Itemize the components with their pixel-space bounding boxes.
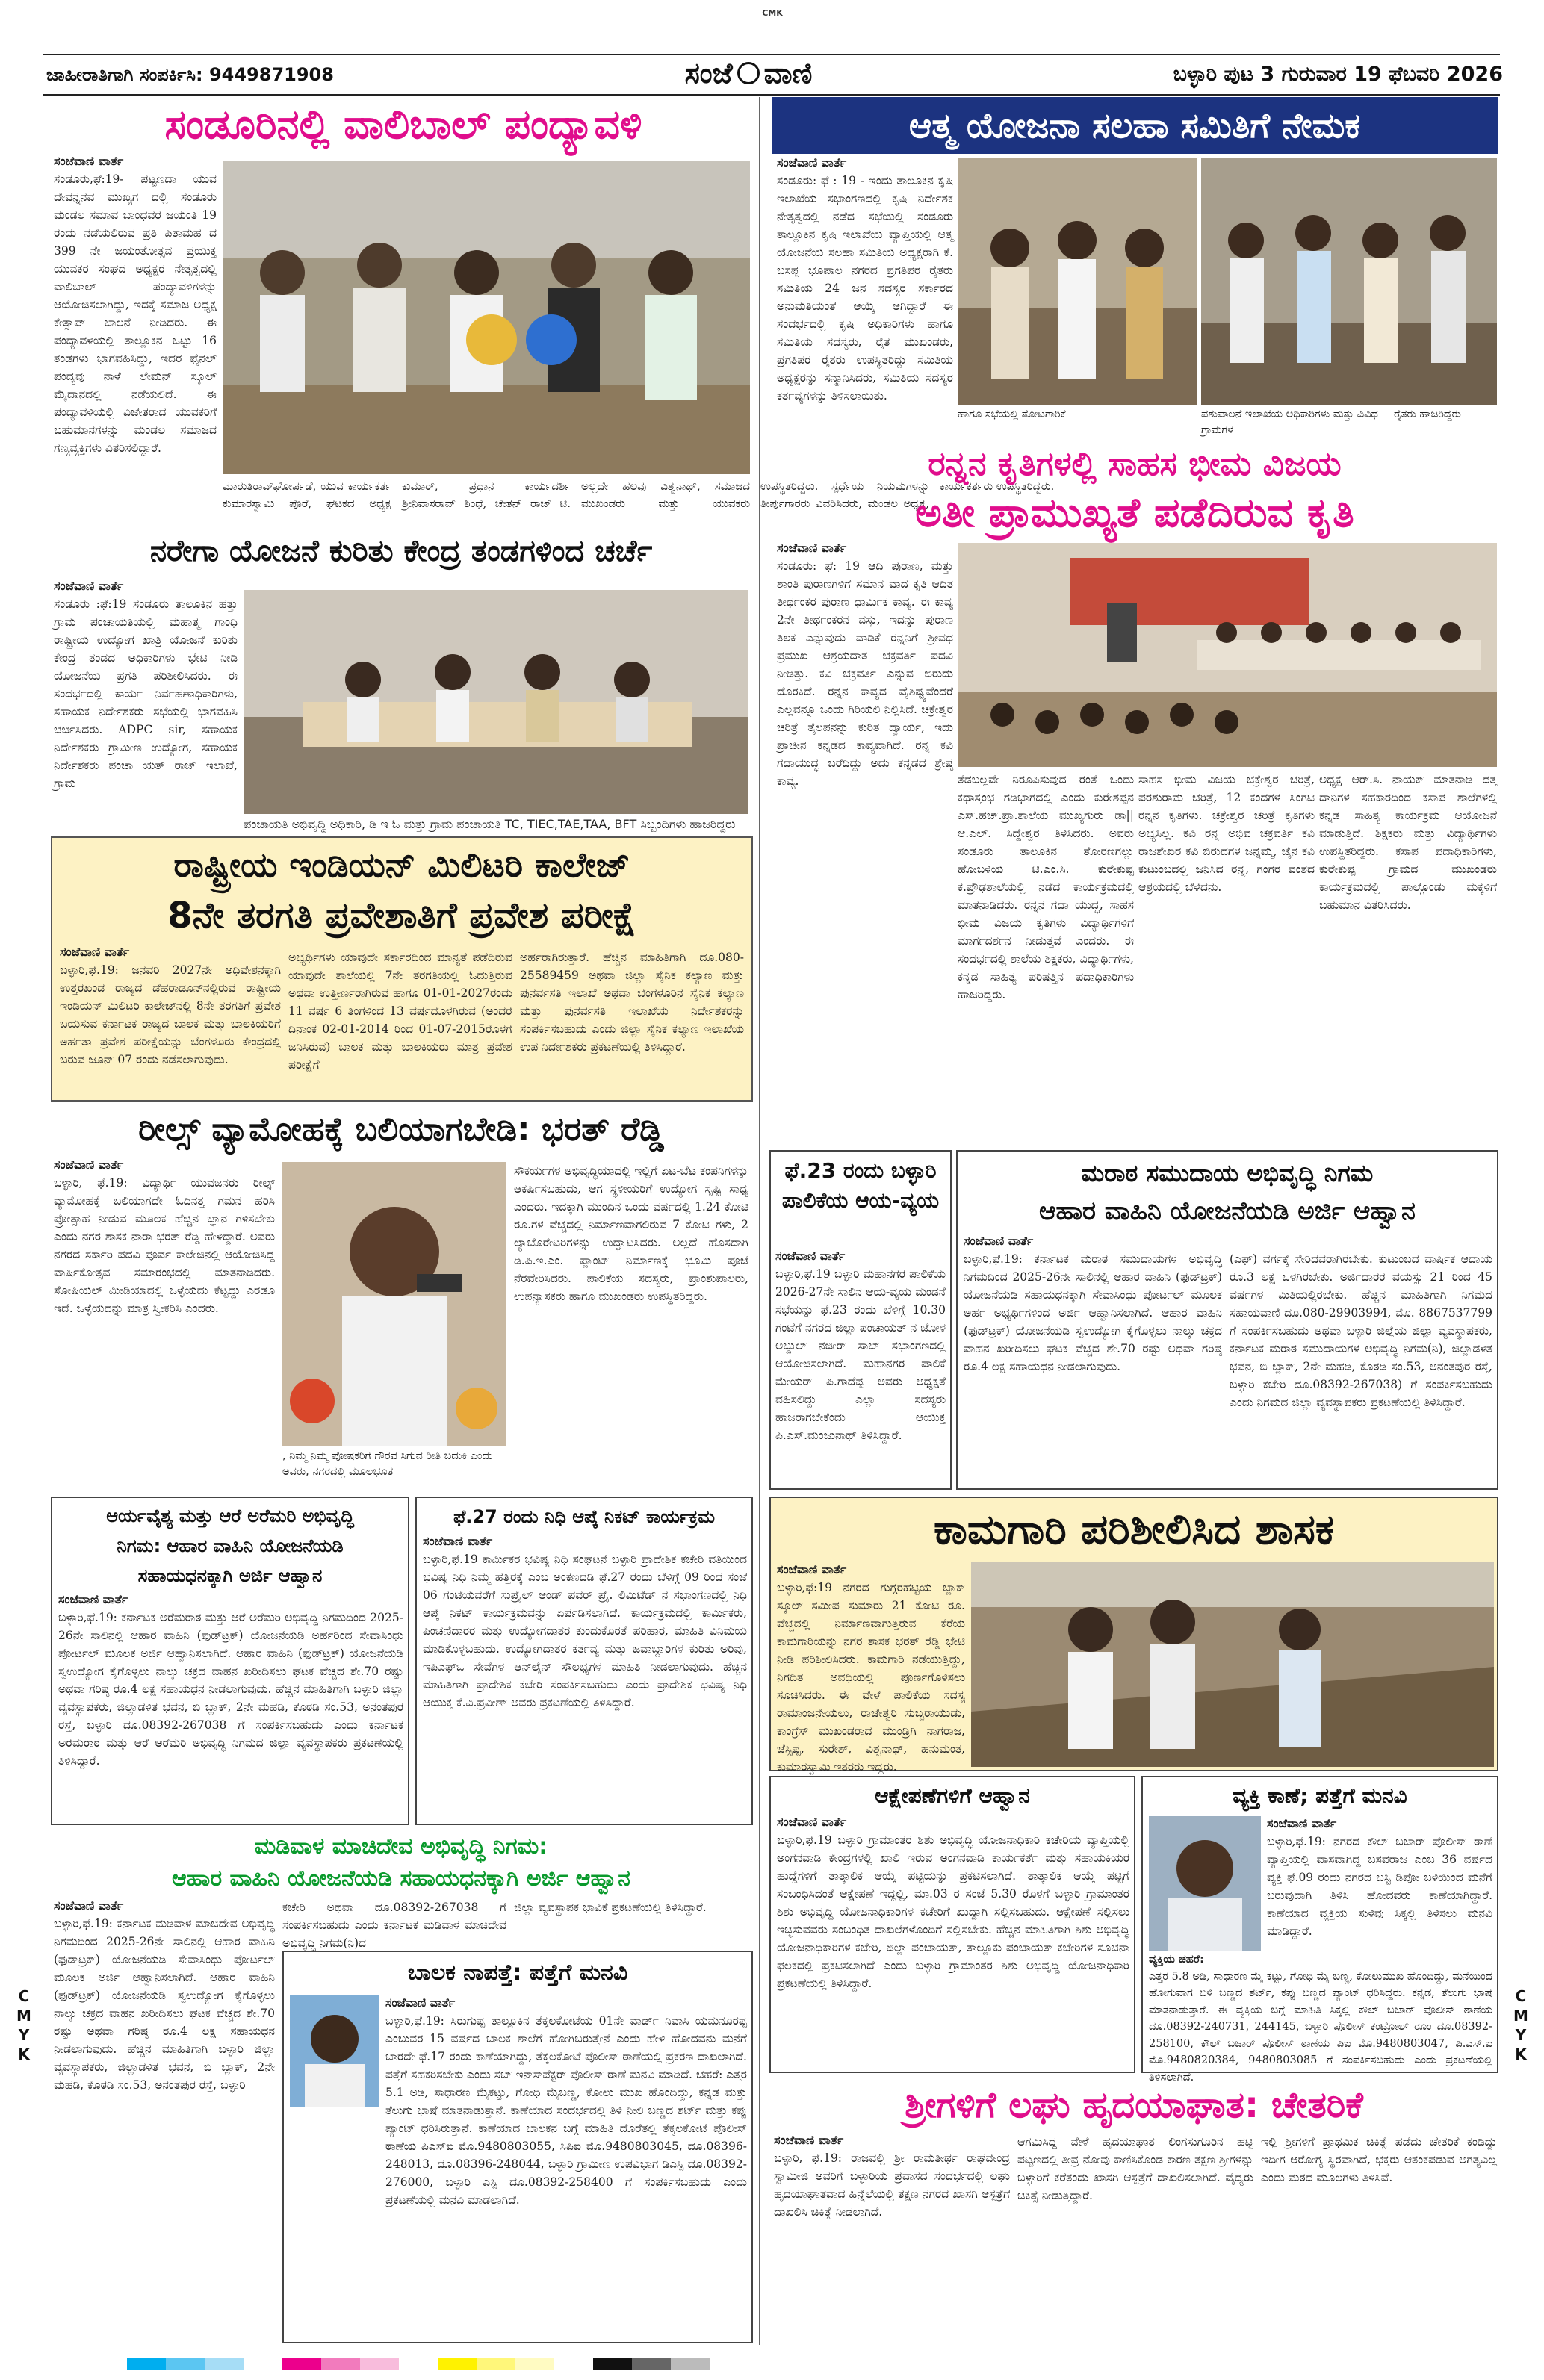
- cmk-marker: CMK: [762, 8, 783, 18]
- a3-photo-image: [958, 543, 1497, 767]
- a2-photo-1: [958, 158, 1197, 405]
- a16-body: ಬಳ್ಳಾರಿ, ಫೆ.19: ರಾಜವಲ್ಲಿ ಶ್ರೀ ರಾಮತೀರ್ಥ ರಾಘವೇಂದ್ರ ಸ್ವಾಮೀಜಿ ಅವರಿಗೆ ಬಳ್ಳಾರಿಯ ಪ್ರವಾಸದ ಸಂದರ್ಭದಲ್ಲಿ ಲಘು ಹೃದಯಾಘಾತವಾದ ಹಿನ್ನೆಲೆಯಲ್ಲಿ ತಕ್ಷಣ ನಗರದ ಖಾಸಗಿ ಆಸ್ಪತ್ರೆಗೆ ದಾಖಲಿಸಿ ಚಿಕಿತ್ಸೆ ನೀಡಲಾಗಿದೆ.: [774, 2151, 1010, 2219]
- a6-photo: [282, 1162, 506, 1446]
- a13-caption: ವ್ಯಕ್ತಿಯ ಚಹರೆ:: [1149, 1954, 1204, 1966]
- a7-byline: ಸಂಜೆವಾಣಿ ವಾರ್ತೆ: [775, 1249, 846, 1263]
- a4-body: ಸಂಡೂರು :ಫೆ:19 ಸಂಡೂರು ತಾಲೂಕಿನ ಹತ್ತು ಗ್ರಾಮ ಪಂಚಾಯತಿಯಲ್ಲಿ ಮಹಾತ್ಮ ಗಾಂಧಿ ರಾಷ್ಟ್ರೀಯ ಉದ್ಯೋಗ ಖಾತ್ರಿ ಯೋಜನೆ ಕುರಿತು ಕೇಂದ್ರ ತಂಡದ ಅಧಿಕಾರಿಗಳು ಭೇಟಿ ನೀಡಿ ಯೋಜನೆಯ ಪ್ರಗತಿ ಪರಿಶೀಲಿಸಿದರು. ಈ ಸಂದರ್ಭದಲ್ಲಿ ಕಾರ್ಯ ನಿರ್ವಹಣಾಧಿಕಾರಿಗಳು, ಸಹಾಯಕ ನಿರ್ದೇಶಕರು ಸಭೆಯಲ್ಲಿ ಭಾಗವಹಿಸಿ ಚರ್ಚಿಸಿದರು. ADPC sir, ಸಹಾಯಕ ನಿರ್ದೇಶಕರು ಗ್ರಾಮೀಣ ಉದ್ಯೋಗ, ಸಹಾಯಕ ನಿರ್ದೇಶಕರು ಪಂಚಾ ಯತ್ ರಾಜ್ ಇಲಾಖೆ, ಗ್ರಾಮ: [54, 597, 238, 791]
- a6-photo-image: [282, 1162, 506, 1446]
- a4-byline: ಸಂಜೆವಾಣಿ ವಾರ್ತೆ: [54, 579, 124, 593]
- a3-col-3: ಸಾಹಸ ಭೀಮ ವಿಜಯ ಚಕ್ರೇಶ್ವರ ಚರಿತ್ರೆ, ಪರಶುರಾಮ ಚರಿತ್ರೆ, 12 ಕಂದಗಳ ಸಿಂಗಟಿ ರನ್ನನ ಕೃತಿಗಳು. ಚಕ್ರೇಶ್ವರ ಚರಿತ್ರೆ ಕೃತಿಗಳು ಅಭ್ಯಸಿಲ್ಲ. ಕವಿ ರನ್ನ ಅಭಿವ ಚಕ್ರವರ್ತಿ ಕವಿ ರಾಜಶೇಖರ ಕವಿ ಬಿರುದಗಳ ಜನ್ನಮ್ಮ, ಜೈನ ಕವಿ ಕುಟುಂಬದಲ್ಲಿ ಜನಿಸಿದ ರನ್ನ, ಗಂಗರ ವಂಶದ ಆಶ್ರಯದಲ್ಲಿ ಬೆಳೆದನು.: [1138, 773, 1315, 895]
- a14-body: ಬಳ್ಳಾರಿ,ಫೆ.19: ಕರ್ನಾಟಕ ಮಡಿವಾಳ ಮಾಚಿದೇವ ಅಭಿವೃದ್ಧಿ ನಿಗಮದಿಂದ 2025-26ನೇ ಸಾಲಿನಲ್ಲಿ ಆಹಾರ ವಾಹಿನಿ (ಫುಡ್‍ಟ್ರಕ್) ಯೋಜನೆಯಡಿ ಸೇವಾಸಿಂಧು ಪೋರ್ಟಲ್ ಮೂಲಕ ಅರ್ಜಿ ಆಹ್ವಾನಿಸಲಾಗಿದೆ. ಆಹಾರ ವಾಹಿನಿ (ಫುಡ್‍ಟ್ರಕ್) ಯೋಜನೆಯಡಿ ಸ್ವಉದ್ಯೋಗ ಕೈಗೊಳ್ಳಲು ನಾಲ್ಕು ಚಕ್ರದ ವಾಹನ ಖರೀದಿಸಲು ಘಟಕ ವೆಚ್ಚದ ಶೇ.70 ರಷ್ಟು ಅಥವಾ ಗರಿಷ್ಠ ರೂ.4 ಲಕ್ಷ ಸಹಾಯಧನ ನೀಡಲಾಗುವುದು. ಹೆಚ್ಚಿನ ಮಾಹಿತಿಗಾಗಿ ಬಳ್ಳಾರಿ ಜಿಲ್ಲಾ ವ್ಯವಸ್ಥಾಪಕರು, ಜಿಲ್ಲಾಡಳಿತ ಭವನ, ಬಿ ಬ್ಲಾಕ್, 2ನೇ ಮಹಡಿ, ಕೊಠಡಿ ಸಂ.53, ಅನಂತಪುರ ರಸ್ತೆ, ಬಳ್ಳಾರಿ: [54, 1917, 275, 2092]
- a5-headline-1: ರಾಷ್ಟ್ರೀಯ ಇಂಡಿಯನ್ ಮಿಲಿಟರಿ ಕಾಲೇಜ್: [173, 845, 630, 885]
- a11-body: ಬಳ್ಳಾರಿ,ಫೆ:19 ನಗರದ ಗುಗ್ಗರಹಟ್ಟಿಯ ಬ್ಲಾಕ್ ಸ್ಕೂಲ್ ಸಮೀಪ ಸುಮಾರು 21 ಕೋಟಿ ರೂ. ವೆಚ್ಚದಲ್ಲಿ ನಿರ್ಮಾಣವಾಗುತ್ತಿರುವ ಕೆರೆಯ ಕಾಮಗಾರಿಯನ್ನು ನಗರ ಶಾಸಕ ಭರತ್ ರೆಡ್ಡಿ ಭೇಟಿ ನೀಡಿ ಪರಿಶೀಲಿಸಿದರು. ಕಾಮಗಾರಿ ನಡೆಯುತ್ತಿದ್ದು, ನಿಗದಿತ ಅವಧಿಯಲ್ಲಿ ಪೂರ್ಣಗೊಳಿಸಲು ಸೂಚಿಸಿದರು. ಈ ವೇಳೆ ಪಾಲಿಕೆಯ ಸದಸ್ಯ ರಾಮಾಂಜನೇಯಲು, ರಾಜೇಶ್ವರಿ ಸುಬ್ಬರಾಯುಡು, ಕಾಂಗ್ರೆಸ್ ಮುಖಂಡರಾದ ಮುಂಡ್ರಿಗಿ ನಾಗರಾಜ, ಜೆಸ್ಸಿಪ್ಪ, ಸುರೇಶ್, ವಿಶ್ವನಾಥ್, ಹನುಮಂತ, ಕುಮಾರಸ್ವಾಮಿ ಇತರರು ಇದ್ದರು.: [777, 1581, 965, 1774]
- a16-headline: ಶ್ರೀಗಳಿಗೆ ಲಘು ಹೃದಯಾಘಾತ: ಚೇತರಿಕೆ: [905, 2084, 1363, 2126]
- a11-headline: ಕಾಮಗಾರಿ ಪರಿಶೀಲಿಸಿದ ಶಾಸಕ: [933, 1506, 1335, 1554]
- logo-right: ವಾಣಿ: [763, 56, 813, 90]
- a10-body: ಬಳ್ಳಾರಿ,ಫೆ.19 ಕಾರ್ಮಿಕರ ಭವಿಷ್ಯ ನಿಧಿ ಸಂಘಟನೆ ಬಳ್ಳಾರಿ ಪ್ರಾದೇಶಿಕ ಕಚೇರಿ ವತಿಯಿಂದ ಭವಿಷ್ಯ ನಿಧಿ ನಿಮ್ಮ ಹತ್ತಿರಕ್ಕೆ ಎಂಬ ಅಂಕಣದಡಿ ಫೆ.27 ರಂದು ಬೆಳಿಗ್ಗೆ 09 ರಿಂದ ಸಂಜೆ 06 ಗಂಟೆಯವರೆಗೆ ಸುಪ್ರೈಲ್ ಆಂಡ್ ಪವರ್ ಪ್ರೈ. ಲಿಮಿಟೆಡ್ ನ ಸಭಾಂಗಣದಲ್ಲಿ ನಿಧಿ ಆಪ್ಕೆ ನಿಕಟ್ ಕಾರ್ಯಕ್ರಮವನ್ನು ಏರ್ಪಡಿಸಲಾಗಿದೆ. ಕಾರ್ಯಕ್ರಮದಲ್ಲಿ ಕಾರ್ಮಿಕರು, ಪಿಂಚಣಿದಾರರ ಮತ್ತು ಉದ್ಯೋಗದಾತರ ಕುಂದುಕೊರತೆ ಪರಿಹಾರ, ಮಾಹಿತಿ ವಿನಿಮಯ ಮಾಡಿಕೊಳ್ಳಬಹುದು. ಉದ್ಯೋಗದಾತರ ಕರ್ತವ್ಯ ಮತ್ತು ಜವಾಬ್ದಾರಿಗಳ ಕುರಿತು ಅರಿವು, ಇಪಿಎಫ್‍ಒ ಸೇವೆಗಳ ಆನ್‍ಲೈನ್ ಸೌಲಭ್ಯಗಳ ಮಾಹಿತಿ ನೀಡಲಾಗುವುದು. ಹೆಚ್ಚಿನ ಮಾಹಿತಿಗಾಗಿ ಪ್ರಾದೇಶಿಕ ಕಚೇರಿ ಸಂಪರ್ಕಿಸಬಹುದು ಎಂದು ಪ್ರಾದೇಶಿಕ ಭವಿಷ್ಯ ನಿಧಿ ಆಯುಕ್ತ ಕೆ.ವಿ.ಪ್ರವೀಣ್ ಅವರು ಪ್ರಕಟಣೆಯಲ್ಲಿ ತಿಳಿಸಿದ್ದಾರೆ.: [423, 1553, 747, 1710]
- a8-headline-1: ಮರಾಠ ಸಮುದಾಯ ಅಭಿವೃದ್ಧಿ ನಿಗಮ: [1081, 1159, 1374, 1187]
- a4-photo: [244, 590, 748, 814]
- a13-photo-image: [1149, 1816, 1261, 1951]
- a1-photo-image: [223, 161, 750, 474]
- a14-headline-1: ಮಡಿವಾಳ ಮಾಚಿದೇವ ಅಭಿವೃದ್ಧಿ ನಿಗಮ:: [254, 1833, 548, 1859]
- masthead-rule: [43, 94, 1500, 96]
- a9-headline-1: ಆರ್ಯವೈಶ್ಯ ಮತ್ತು ಆರೆ ಅರೆಮರಿ ಅಭಿವೃದ್ಧಿ: [106, 1506, 354, 1526]
- a14-byline: ಸಂಜೆವಾಣಿ ವಾರ್ತೆ: [54, 1898, 124, 1913]
- a15-photo-image: [290, 1995, 379, 2107]
- a7-body: ಬಳ್ಳಾರಿ,ಫೆ.19 ಬಳ್ಳಾರಿ ಮಹಾನಗರ ಪಾಲಿಕೆಯ 2026-27ನೇ ಸಾಲಿನ ಆಯ-ವ್ಯಯ ಮಂಡನೆ ಸಭೆಯನ್ನು ಫೆ.23 ರಂದು ಬೆಳಿಗ್ಗೆ 10.30 ಗಂಟೆಗೆ ನಗರದ ಜಿಲ್ಲಾ ಪಂಚಾಯತ್ ನ ಜೋಳ ಅಬ್ದುಲ್ ನಜೀರ್ ಸಾಬ್ ಸಭಾಂಗಣದಲ್ಲಿ ಆಯೋಜಿಸಲಾಗಿದೆ. ಮಹಾನಗರ ಪಾಲಿಕೆ ಮೇಯರ್ ಪಿ.ಗಾದೆಪ್ಪ ಅವರು ಅಧ್ಯಕ್ಷತೆ ವಹಿಸಲಿದ್ದು ಎಲ್ಲಾ ಸದಸ್ಯರು ಹಾಜರಾಗಬೇಕೆಂದು ಆಯುಕ್ತ ಪಿ.ಎಸ್.ಮಂಜುನಾಥ್ ತಿಳಿಸಿದ್ದಾರೆ.: [775, 1267, 946, 1443]
- ad-contact: ಜಾಹೀರಾತಿಗಾಗಿ ಸಂಪರ್ಕಿಸಿ: 9449871908: [46, 64, 334, 85]
- masthead-logo: [636, 52, 861, 94]
- a5-body: ಬಳ್ಳಾರಿ,ಫೆ.19: ಜನವರಿ 2027ನೇ ಅಧಿವೇಶನಕ್ಕಾಗಿ ಉತ್ತರಖಂಡ ರಾಜ್ಯದ ಡೆಹರಾಡೂನ್‍ನಲ್ಲಿರುವ ರಾಷ್ಟ್ರೀಯ ಇಂಡಿಯನ್ ಮಿಲಿಟರಿ ಕಾಲೇಜ್‍ನಲ್ಲಿ 8ನೇ ತರಗತಿಗೆ ಪ್ರವೇಶ ಬಯಸುವ ಕರ್ನಾಟಕ ರಾಜ್ಯದ ಬಾಲಕ ಮತ್ತು ಬಾಲಕಿಯರಿಗೆ ಅರ್ಹತಾ ಪ್ರವೇಶ ಪರೀಕ್ಷೆಯನ್ನು ಬೆಂಗಳೂರು ಕೇಂದ್ರದಲ್ಲಿ ಬರುವ ಜೂನ್ 07 ರಂದು ನಡೆಸಲಾಗುವುದು.: [60, 963, 281, 1067]
- a14-col-2: ಕಚೇರಿ ಅಥವಾ ದೂ.08392-267038 ಗೆ ಸಂಪರ್ಕಿಸಬಹುದು ಎಂದು ಕರ್ನಾಟಕ ಮಡಿವಾಳ ಮಾಚಿದೇವ ಅಭಿವೃದ್ಧಿ ನಿಗಮ(ನಿ)ದ: [282, 1901, 506, 1951]
- a2-photo-2: [1201, 158, 1497, 405]
- a4-photo-image: [244, 590, 748, 814]
- cmyk-left: CMYK: [16, 1987, 31, 2063]
- a9-headline-3: ಸಹಾಯಧನಕ್ಕಾಗಿ ಅರ್ಜಿ ಆಹ್ವಾನ: [137, 1565, 323, 1586]
- a13-body-2: ಎತ್ತರ 5.8 ಅಡಿ, ಸಾಧಾರಣ ಮೈ ಕಟ್ಟು, ಗೋಧಿ ಮೈ ಬಣ್ಣ, ಕೋಲುಮುಖ ಹೊಂದಿದ್ದು, ಮನೆಯಿಂದ ಹೋಗುವಾಗ ಬಿಳಿ ಬಣ್ಣದ ಶರ್ಟ್, ಕಪ್ಪು ಬಣ್ಣದ ಪ್ಯಾಂಟ್ ಧರಿಸಿದ್ದರು. ಕನ್ನಡ, ತೆಲುಗು ಭಾಷೆ ಮಾತನಾಡುತ್ತಾರೆ. ಈ ವ್ಯಕ್ತಿಯ ಬಗ್ಗೆ ಮಾಹಿತಿ ಸಿಕ್ಕಲ್ಲಿ ಕೌಲ್ ಬಜಾರ್ ಪೊಲೀಸ್ ಠಾಣೆಯ ದೂ.08392-240731, 244145, ಬಳ್ಳಾರಿ ಪೊಲೀಸ್ ಕಂಟ್ರೋಲ್ ರೂಂ ದೂ.08392-258100, ಕೌಲ್ ಬಜಾರ್ ಪೊಲೀಸ್ ಠಾಣೆಯ ಪಿಐ ಮೊ.9480803047, ಪಿ.ಎಸ್.ಐ ಮೊ.9480820384, 9480803085 ಗೆ ಸಂಪರ್ಕಿಸಬಹುದು ಎಂದು ಪ್ರಕಟಣೆಯಲ್ಲಿ ತಿಳಿಸಲಾಗಿದೆ.: [1149, 1971, 1492, 2084]
- a3-photo: [958, 543, 1497, 767]
- a8-headline-2: ಆಹಾರ ವಾಹಿನಿ ಯೋಜನೆಯಡಿ ಅರ್ಜಿ ಆಹ್ವಾನ: [1039, 1196, 1416, 1226]
- a1-body: ಸಂಡೂರು,ಫೆ:19- ಪಟ್ಟಣದಾ ಯುವ ದೇವನ್ನನವ ಮುಖ್ಯಗ ದಲ್ಲಿ ಸಂಡೂರು ಮಂಡಲ ಸಮಾವ ಬಾಂಧವರ ಜಯಂತಿ 19 ರಂದು ನಡೆಯಲಿರುವ ಪ್ರತಿ ಪಿತಾಮಹ ದ 399 ನೇ ಜಯಂತೋತ್ಸವ ಪ್ರಯುಕ್ತ ಯುವಕರ ಸಂಘದ ಅಧ್ಯಕ್ಷರ ನೇತೃತ್ವದಲ್ಲಿ ವಾಲಿಬಾಲ್ ಪಂದ್ಯಾವಳಿಗಳನ್ನು ಆಯೋಜಿಸಲಾಗಿದ್ದು, ಇದಕ್ಕೆ ಸಮಾಜ ಅಧ್ಯಕ್ಷ ಕೇತ್ಸಾಪ್ ಚಾಲನೆ ನೀಡಿದರು. ಈ ಪಂದ್ಯಾವಳಿಯಲ್ಲಿ ತಾಲ್ಲೂಕಿನ ಒಟ್ಟು 16 ತಂಡಗಳು ಭಾಗವಹಿಸಿದ್ದು, ಇದರ ಫೈನಲ್ ಪಂದ್ಯವು ನಾಳೆ ಲೇಮನ್ ಸ್ಕೂಲ್ ಮೈದಾನದಲ್ಲಿ ನಡೆಯಲಿದೆ. ಈ ಪಂದ್ಯಾವಳಿಯಲ್ಲಿ ವಿಜೇತರಾದ ಯುವಕರಿಗೆ ಬಹುಮಾನಗಳನ್ನು ಮಂಡಲ ಸಮಾಜದ ಗಣ್ಯವ್ಯಕ್ತಿಗಳು ವಿತರಿಸಲಿದ್ದಾರೆ.: [54, 173, 217, 456]
- color-bars: [127, 2358, 710, 2370]
- a12-headline: ಆಕ್ಷೇಪಣೆಗಳಿಗೆ ಆಹ್ವಾನ: [875, 1783, 1030, 1808]
- a8-col-2: (ಎಫ್) ವರ್ಗಕ್ಕೆ ಸೇರಿದವರಾಗಿರಬೇಕು. ಕುಟುಂಬದ ವಾರ್ಷಿಕ ಆದಾಯ ರೂ.3 ಲಕ್ಷ ಒಳಗಿರಬೇಕು. ಅರ್ಜಿದಾರರ ವಯಸ್ಸು 21 ರಿಂದ 45 ವರ್ಷಗಳ ಮಿತಿಯಲ್ಲಿರಬೇಕು. ಹೆಚ್ಚಿನ ಮಾಹಿತಿಗಾಗಿ ನಿಗಮದ ಸಹಾಯವಾಣಿ ದೂ.080-29903994, ಮೊ. 8867537799 ಗೆ ಸಂಪರ್ಕಿಸಬಹುದು ಅಥವಾ ಬಳ್ಳಾರಿ ಜಿಲ್ಲೆಯ ಜಿಲ್ಲಾ ವ್ಯವಸ್ಥಾಪಕರು, ಕರ್ನಾಟಕ ಮರಾಠ ಸಮುದಾಯಗಳ ಅಭಿವೃದ್ಧಿ ನಿಗಮ(ನಿ), ಜಿಲ್ಲಾಡಳಿತ ಭವನ, ಬಿ ಬ್ಲಾಕ್, 2ನೇ ಮಹಡಿ, ಕೊಠಡಿ ಸಂ.53, ಅನಂತಪುರ ರಸ್ತೆ, ಬಳ್ಳಾರಿ ಕಚೇರಿ ದೂ.08392-267038) ಗೆ ಸಂಪರ್ಕಿಸಬಹುದು ಎಂದು ನಿಗಮದ ಜಿಲ್ಲಾ ವ್ಯವಸ್ಥಾಪಕರು ಪ್ರಕಟಣೆಯಲ್ಲಿ ತಿಳಿಸಿದ್ದಾರೆ.: [1230, 1252, 1492, 1410]
- column-divider: [759, 97, 760, 2345]
- a2-body: ಸಂಡೂರು: ಫೆ : 19 - ಇಂದು ತಾಲೂಕಿನ ಕೃಷಿ ಇಲಾಖೆಯ ಸಭಾಂಗಣದಲ್ಲಿ ಕೃಷಿ ನಿರ್ದೇಶಕ ನೇತೃತ್ವದಲ್ಲಿ ನಡೆದ ಸಭೆಯಲ್ಲಿ ಸಂಡೂರು ತಾಲ್ಲೂಕಿನ ಕೃಷಿ ಇಲಾಖೆಯ ವ್ಯಾಪ್ತಿಯಲ್ಲಿ ಆತ್ಮ ಯೋಜನೆಯ ಸಲಹಾ ಸಮಿತಿಯ ಅಧ್ಯಕ್ಷರಾಗಿ ಕೆ. ಬಸಪ್ಪ ಭೂಪಾಲ ನಗರದ ಪ್ರಗತಿಪರ ರೈತರು ಸಮಿತಿಯ 24 ಜನ ಸದಸ್ಯರ ಸರ್ಕಾರದ ಅನುಮತಿಯಂತೆ ಆಯ್ಕೆ ಆಗಿದ್ದಾರೆ ಈ ಸಂದರ್ಭದಲ್ಲಿ ಕೃಷಿ ಅಧಿಕಾರಿಗಳು ಹಾಗೂ ಸಮಿತಿಯ ಸದಸ್ಯರು, ರೈತ ಮುಖಂಡರು, ಪ್ರಗತಿಪರ ರೈತರು ಉಪಸ್ಥಿತರಿದ್ದು ಸಮಿತಿಯ ಅಧ್ಯಕ್ಷರನ್ನು ಸನ್ಮಾನಿಸಿದರು, ಸಮಿತಿಯ ಸದಸ್ಯರ ಕರ್ತವ್ಯಗಳನ್ನು ತಿಳಿಸಲಾಯಿತು.: [777, 174, 953, 403]
- a1-body-2: ಮಾರುತಿರಾವ್‍ಘೋರ್ಪಡೆ, ಯುವ ಕಾರ್ಯಕರ್ತ ಕುಮಾರಸ್ವಾಮಿ ಪೊರೆ, ಘಟಕದ ಅಧ್ಯಕ್ಷ ಕುಮಾರ್, ಪ್ರಧಾನ ಕಾರ್ಯದರ್ಶಿ ಶ್ರೀನಿವಾಸರಾವ್ ಶಿಂಧೆ, ಚೇತನ್ ರಾಜ್ ಟಿ. ಅಲ್ಲದೇ ಹಲವು ವಿಶ್ವನಾಥ್, ಸಮಾಜದ ಮುಖಂಡರು ಮತ್ತು ಯುವಕರು ಉಪಸ್ಥಿತರಿದ್ದರು. ಸ್ಪರ್ಧೆಯ ನಿಯಮಗಳನ್ನು ತೀರ್ಪುಗಾರರು ವಿವರಿಸಿದರು, ಮಂಡಲ ಅಧ್ಯಕ್ಷ, ಕಾರ್ಯಕರ್ತರು ಉಪಸ್ಥಿತರಿದ್ದರು.: [223, 479, 1055, 511]
- a2-caption-2: ಪಶುಪಾಲನೆ ಇಲಾಖೆಯ ಅಧಿಕಾರಿಗಳು ಮತ್ತು ವಿವಿಧ ಗ್ರಾಮಗಳ: [1201, 408, 1378, 437]
- a16-col-2: ಆಗಮಿಸಿದ್ದ ವೇಳೆ ಹೃದಯಾಘಾತ ಲಿಂಗಸುಗೂರಿನ ಹಟ್ಟಿ ಪಟ್ಟಣದಲ್ಲಿ ತೀವ್ರ ನೋವು ಕಾಣಿಸಿಕೊಂಡ ಕಾರಣ ತಕ್ಷಣ ಶ್ರೀಗಳನ್ನು ಬಳ್ಳಾರಿಗೆ ಕರೆತಂದು ಖಾಸಗಿ ಆಸ್ಪತ್ರೆಗೆ ದಾಖಲಿಸಲಾಗಿದೆ. ವೈದ್ಯರು ಚಿಕಿತ್ಸೆ ನೀಡುತ್ತಿದ್ದಾರೆ.: [1017, 2135, 1253, 2203]
- a3-byline: ಸಂಜೆವಾಣಿ ವಾರ್ತೆ: [777, 541, 847, 555]
- a3-headline-2: ಅತೀ ಪ್ರಾಮುಖ್ಯತೆ ಪಡೆದಿರುವ ಕೃತಿ: [915, 489, 1354, 536]
- dateline: ಬಳ್ಳಾರಿ ಪುಟ 3 ಗುರುವಾರ 19 ಫೆಬವರಿ 2026: [1173, 63, 1503, 86]
- a4-headline: ನರೇಗಾ ಯೋಜನೆ ಕುರಿತು ಕೇಂದ್ರ ತಂಡಗಳಿಂದ ಚರ್ಚೆ: [149, 534, 653, 568]
- a8-byline: ಸಂಜೆವಾಣಿ ವಾರ್ತೆ: [964, 1234, 1034, 1248]
- a5-byline: ಸಂಜೆವಾಣಿ ವಾರ್ತೆ: [60, 945, 130, 959]
- a9-byline: ಸಂಜೆವಾಣಿ ವಾರ್ತೆ: [58, 1592, 128, 1606]
- a2-byline: ಸಂಜೆವಾಣಿ ವಾರ್ತೆ: [777, 155, 847, 170]
- a15-photo: [290, 1995, 379, 2107]
- a3-col-2: ತೆಡಬಲ್ಲವೇ ನಿರೂಪಿಸುವುದ ರಂತೆ ಒಂದು ಕಥಾಸ್ತಂಭ ಗಡಿಭಾಗದಲ್ಲಿ ಎಂದು ಕುರೇಶಪ್ಪನ ಎಸ್.ಹಚ್.ಪ್ರಾ.ಶಾಲೆಯ ಮುಖ್ಯಗುರು ಡಾ|| ಆ.ಎಲ್. ಸಿದ್ದೇಶ್ವರ ತಿಳಿಸಿದರು. ಅವರು ಸಂಡೂರು ತಾಲೂಕಿನ ತೋರಣಗಲ್ಲು ಹೋಬಳಿಯ ಟಿ.ಎಂ.ಸಿ. ಕುರೇಕುಪ್ಪ ಕ.ಪ್ರೌಢಶಾಲೆಯಲ್ಲಿ ನಡೆದ ಕಾರ್ಯಕ್ರಮದಲ್ಲಿ ಮಾತನಾಡಿದರು. ರನ್ನನ ಗದಾ ಯುದ್ಧ, ಸಾಹಸ ಭೀಮ ವಿಜಯ ಕೃತಿಗಳು ವಿದ್ಯಾರ್ಥಿಗಳಿಗೆ ಮಾರ್ಗದರ್ಶನ ನೀಡುತ್ತವೆ ಎಂದರು. ಈ ಸಂದರ್ಭದಲ್ಲಿ ಶಾಲೆಯ ಶಿಕ್ಷಕರು, ವಿದ್ಯಾರ್ಥಿಗಳು, ಕನ್ನಡ ಸಾಹಿತ್ಯ ಪರಿಷತ್ತಿನ ಪದಾಧಿಕಾರಿಗಳು ಹಾಜರಿದ್ದರು.: [958, 773, 1134, 1002]
- a7-headline: ಫೆ.23 ರಂದು ಬಳ್ಳಾರಿ ಪಾಲಿಕೆಯ ಆಯ-ವ್ಯಯ: [781, 1158, 940, 1213]
- a14-col-3: ಜಿಲ್ಲಾ ವ್ಯವಸ್ಥಾಪಕ ಭಾವಿಕೆ ಪ್ರಕಟಣೆಯಲ್ಲಿ ತಿಳಿಸಿದ್ದಾರೆ.: [514, 1901, 707, 1914]
- a10-byline: ಸಂಜೆವಾಣಿ ವಾರ್ತೆ: [423, 1534, 493, 1548]
- a11-photo-image: [971, 1562, 1494, 1767]
- a16-col-3: ಇಲ್ಲಿ ಶ್ರೀಗಳಿಗೆ ಪ್ರಾಥಮಿಕ ಚಿಕಿತ್ಸೆ ಪಡೆದು ಚೇತರಿಕೆ ಕಂಡಿದ್ದು ಇದೀಗ ಆರೋಗ್ಯ ಸ್ಥಿರವಾಗಿದೆ, ಭಕ್ತರು ಆತಂಕಪಡುವ ಅಗತ್ಯವಿಲ್ಲ ಎಂದು ಮಠದ ಮೂಲಗಳು ತಿಳಿಸಿವೆ.: [1261, 2135, 1497, 2185]
- a3-body: ಸಂಡೂರು: ಫೆ: 19 ಆದಿ ಪುರಾಣ, ಮತ್ತು ಶಾಂತಿ ಪುರಾಣಗಳಿಗೆ ಸಮಾನ ವಾದ ಕೃತಿ ಆದಿತ ತೀರ್ಥಂಕರ ಪುರಾಣ ಧಾರ್ಮಿಕ ಕಾವ್ಯ. ಈ ಕಾವ್ಯ 2ನೇ ತೀರ್ಥಂಕರನ ವಸ್ತು, ಇದನ್ನು ಪುರಾಣ ತಿಲಕ ಎನ್ನುವುದು ವಾಡಿಕೆ ರನ್ನನಿಗೆ ಶ್ರೀವಧ ಪ್ರಮುಖ ಆಶ್ರಯದಾತ ಚಕ್ರವರ್ತಿ ಪದವಿ ನೀಡಿತ್ತು. ಕವಿ ಚಕ್ರವರ್ತಿ ಎನ್ನುವ ಬಿರುದು ದೊರಕಿದೆ. ರನ್ನನ ಕಾವ್ಯದ ವೈಶಿಷ್ಟ್ಯವೆಂದರೆ ಎಲ್ಲವನ್ನೂ ಒಂದು ಗಿರಿಯಲಿ ನಿಲ್ಲಿಸಿದೆ. ಚಕ್ರೇಶ್ವರ ಚರಿತ್ರೆ ತೈಲಪನನ್ನು ಕುರಿತ ದ್ವಾರ್ಯ, ಇದು ಪ್ರಾಚೀನ ಕನ್ನಡದ ಕಾವ್ಯವಾಗಿದೆ. ರನ್ನ ಕವಿ ಗದಾಯುದ್ಧ ಬರೆದಿದ್ದು ಅದು ಕನ್ನಡದ ಶ್ರೇಷ್ಠ ಕಾವ್ಯ.: [777, 559, 953, 789]
- logo-sun-icon: [737, 62, 760, 84]
- cmyk-right: CMYK: [1513, 1987, 1528, 2063]
- a13-byline: ಸಂಜೆವಾಣಿ ವಾರ್ತೆ: [1267, 1816, 1337, 1830]
- a2-photo-2-image: [1201, 158, 1497, 405]
- a5-headline-2: 8ನೇ ತರಗತಿ ಪ್ರವೇಶಾತಿಗೆ ಪ್ರವೇಶ ಪರೀಕ್ಷೆ: [167, 895, 636, 936]
- a5-col-2: ಅಭ್ಯರ್ಥಿಗಳು ಯಾವುದೇ ಸರ್ಕಾರದಿಂದ ಮಾನ್ಯತೆ ಪಡೆದಿರುವ ಯಾವುದೇ ಶಾಲೆಯಲ್ಲಿ 7ನೇ ತರಗತಿಯಲ್ಲಿ ಓದುತ್ತಿರುವ ಅಥವಾ ಉತ್ತೀರ್ಣರಾಗಿರುವ ಹಾಗೂ 01-01-2027ರಂದು 11 ವರ್ಷ 6 ತಿಂಗಳಿಂದ 13 ವರ್ಷದೊಳಗಿರುವ (ಅಂದರೆ ದಿನಾಂಕ 02-01-2014 ರಿಂದ 01-07-2015ರೊಳಗೆ ಜನಿಸಿರುವ) ಬಾಲಕ ಮತ್ತು ಬಾಲಕಿಯರು ಮಾತ್ರ ಪ್ರವೇಶ ಪರೀಕ್ಷೆಗೆ: [288, 951, 512, 1072]
- a12-byline: ಸಂಜೆವಾಣಿ ವಾರ್ತೆ: [777, 1815, 847, 1829]
- a6-caption: , ನಿಮ್ಮ ನಿಮ್ಮ ಪೋಷಕರಿಗೆ ಗೌರವ ಸಿಗುವ ರೀತಿ ಬದುಕಿ ಎಂದು ಅವರು, ನಗರದಲ್ಲಿ ಮೂಲಭೂತ: [282, 1450, 493, 1479]
- a6-body: ಬಳ್ಳಾರಿ, ಫೆ.19: ವಿದ್ಯಾರ್ಥಿ ಯುವಜನರು ರೀಲ್ಸ್ ವ್ಯಾಮೋಹಕ್ಕೆ ಬಲಿಯಾಗದೇ ಓದಿನತ್ತ ಗಮನ ಹರಿಸಿ ಪ್ರೋತ್ಸಾಹ ನೀಡುವ ಮೂಲಕ ಹೆಚ್ಚಿನ ಜ್ಞಾನ ಗಳಿಸಬೇಕು ಎಂದು ನಗರ ಶಾಸಕ ನಾರಾ ಭರತ್ ರೆಡ್ಡಿ ಹೇಳಿದ್ದಾರೆ. ಅವರು ನಗರದ ಸರ್ಕಾರಿ ಪದವಿ ಪೂರ್ವ ಕಾಲೇಜಿನಲ್ಲಿ ಆಯೋಜಿಸಿದ್ದ ವಾರ್ಷಿಕೋತ್ಸವ ಸಮಾರಂಭದಲ್ಲಿ ಮಾತನಾಡಿದರು. ಸೋಷಿಯಲ್ ಮೀಡಿಯಾದಲ್ಲಿ ಒಳ್ಳೆಯದು ಕೆಟ್ಟದ್ದು ಎರಡೂ ಇದೆ. ಒಳ್ಳೆಯದನ್ನು ಮಾತ್ರ ಸ್ವೀಕರಿಸಿ ಎಂದರು.: [54, 1176, 275, 1316]
- a15-body: ಬಳ್ಳಾರಿ,ಫೆ.19: ಸಿರುಗುಪ್ಪ ತಾಲ್ಲೂಕಿನ ತೆಕ್ಕಲಕೋಟೆಯ 01ನೇ ವಾರ್ಡ್ ನಿವಾಸಿ ಯಮನೂರಪ್ಪ ಎಂಬುವರ 15 ವರ್ಷದ ಬಾಲಕ ಶಾಲೆಗೆ ಹೋಗಿಬರುತ್ತೇನೆ ಎಂದು ಹೇಳಿ ಹೋದವನು ಮನೆಗೆ ಬಾರದೇ ಫೆ.17 ರಂದು ಕಾಣೆಯಾಗಿದ್ದು, ತೆಕ್ಕಲಕೋಟೆ ಪೊಲೀಸ್ ಠಾಣೆಯಲ್ಲಿ ಪ್ರಕರಣ ದಾಖಲಾಗಿದೆ. ಪತ್ತೆಗೆ ಸಹಕರಿಸಬೇಕು ಎಂದು ಸಬ್ ಇನ್ಸ್‍ಪೆಕ್ಟರ್ ಪೊಲೀಸ್ ಠಾಣೆ ಮನವಿ ಮಾಡಿದೆ. ಚಹರೆ: ಎತ್ತರ 5.1 ಅಡಿ, ಸಾಧಾರಣ ಮೈಕಟ್ಟು, ಗೋಧಿ ಮೈಬಣ್ಣ, ಕೋಲು ಮುಖ ಹೊಂದಿದ್ದು, ಕನ್ನಡ ಮತ್ತು ತೆಲುಗು ಭಾಷೆ ಮಾತನಾಡುತ್ತಾನೆ. ಕಾಣೆಯಾದ ಸಂದರ್ಭದಲ್ಲಿ ತಿಳಿ ನೀಲಿ ಬಣ್ಣದ ಶರ್ಟ್ ಮತ್ತು ಕಪ್ಪು ಪ್ಯಾಂಟ್ ಧರಿಸಿರುತ್ತಾನೆ. ಕಾಣೆಯಾದ ಬಾಲಕನ ಬಗ್ಗೆ ಮಾಹಿತಿ ದೊರೆತಲ್ಲಿ ತೆಕ್ಕಲಕೋಟೆ ಪೊಲೀಸ್ ಠಾಣೆಯ ಪಿಎಸ್‍ಐ ಮೊ.9480803055, ಸಿಪಿಐ ಮೊ.9480803045, ದೂ.08396-248013, ದೂ.08396-248044, ಬಳ್ಳಾರಿ ಗ್ರಾಮೀಣ ಉಪವಿಭಾಗ ಡಿಎಸ್ಪಿ ದೂ.08392-276000, ಬಳ್ಳಾರಿ ಎಸ್ಪಿ ದೂ.08392-258400 ಗೆ ಸಂಪರ್ಕಿಸಬಹುದು ಎಂದು ಪ್ರಕಟಣೆಯಲ್ಲಿ ಮನವಿ ಮಾಡಲಾಗಿದೆ.: [385, 2014, 747, 2207]
- a8-body: ಬಳ್ಳಾರಿ,ಫೆ.19: ಕರ್ನಾಟಕ ಮರಾಠ ಸಮುದಾಯಗಳ ಅಭಿವೃದ್ಧಿ ನಿಗಮದಿಂದ 2025-26ನೇ ಸಾಲಿನಲ್ಲಿ ಆಹಾರ ವಾಹಿನಿ (ಫುಡ್‍ಟ್ರಕ್) ಯೋಜನೆಯಡಿ ಸಹಾಯಧನಕ್ಕಾಗಿ ಸೇವಾಸಿಂಧು ಪೋರ್ಟಲ್ ಮೂಲಕ ಅರ್ಹ ಅಭ್ಯರ್ಥಿಗಳಿಂದ ಅರ್ಜಿ ಆಹ್ವಾನಿಸಲಾಗಿದೆ. ಆಹಾರ ವಾಹಿನಿ (ಫುಡ್‍ಟ್ರಕ್) ಯೋಜನೆಯಡಿ ಸ್ವಉದ್ಯೋಗ ಕೈಗೊಳ್ಳಲು ನಾಲ್ಕು ಚಕ್ರದ ವಾಹನ ಖರೀದಿಸಲು ಘಟಕ ವೆಚ್ಚದ ಶೇ.70 ರಷ್ಟು ಅಥವಾ ಗರಿಷ್ಠ ರೂ.4 ಲಕ್ಷ ಸಹಾಯಧನ ನೀಡಲಾಗುವುದು.: [964, 1252, 1222, 1374]
- a15-headline: ಬಾಲಕ ನಾಪತ್ತೆ: ಪತ್ತೆಗೆ ಮನವಿ: [407, 1960, 628, 1986]
- a2-caption-1: ಹಾಗೂ ಸಭೆಯಲ್ಲಿ ತೋಟಗಾರಿಕೆ: [958, 408, 1066, 420]
- a14-headline-2: ಆಹಾರ ವಾಹಿನಿ ಯೋಜನೆಯಡಿ ಸಹಾಯಧನಕ್ಕಾಗಿ ಅರ್ಜಿ ಆಹ್ವಾನ: [172, 1865, 630, 1892]
- a1-photo: [223, 161, 750, 474]
- a13-headline: ವ್ಯಕ್ತಿ ಕಾಣೆ; ಪತ್ತೆಗೆ ಮನವಿ: [1233, 1783, 1407, 1808]
- a13-body: ಬಳ್ಳಾರಿ,ಫೆ.19: ನಗರದ ಕೌಲ್ ಬಜಾರ್ ಪೊಲೀಸ್ ಠಾಣೆ ವ್ಯಾಪ್ತಿಯಲ್ಲಿ ವಾಸವಾಗಿದ್ದ ಬಸವರಾಜ ಎಂಬ 36 ವರ್ಷದ ವ್ಯಕ್ತಿ ಫೆ.09 ರಂದು ನಗರದ ಬಸ್ಟಿ ಡಿಪೋ ಬಳಿಯಿಂದ ಮನೆಗೆ ಬರುವುದಾಗಿ ತಿಳಿಸಿ ಹೋದವರು ಕಾಣೆಯಾಗಿದ್ದಾರೆ. ಕಾಣೆಯಾದ ವ್ಯಕ್ತಿಯ ಸುಳಿವು ಸಿಕ್ಕಲ್ಲಿ ತಿಳಿಸಲು ಮನವಿ ಮಾಡಿದ್ದಾರೆ.: [1267, 1835, 1492, 1939]
- a13-photo: [1149, 1816, 1261, 1951]
- a6-byline: ಸಂಜೆವಾಣಿ ವಾರ್ತೆ: [54, 1158, 124, 1172]
- a3-headline-1: ರನ್ನನ ಕೃತಿಗಳಲ್ಲಿ ಸಾಹಸ ಭೀಮ ವಿಜಯ: [928, 445, 1342, 483]
- a15-byline: ಸಂಜೆವಾಣಿ ವಾರ್ತೆ: [385, 1995, 456, 2010]
- a9-headline-2: ನಿಗಮ: ಆಹಾರ ವಾಹಿನಿ ಯೋಜನೆಯಡಿ: [117, 1535, 344, 1556]
- a5-col-3: ಅರ್ಹರಾಗಿರುತ್ತಾರೆ. ಹೆಚ್ಚಿನ ಮಾಹಿತಿಗಾಗಿ ದೂ.080-25589459 ಅಥವಾ ಜಿಲ್ಲಾ ಸೈನಿಕ ಕಲ್ಯಾಣ ಮತ್ತು ಪುನರ್ವಸತಿ ಇಲಾಖೆ ಅಥವಾ ಬೆಂಗಳೂರಿನ ಸೈನಿಕ ಕಲ್ಯಾಣ ಮತ್ತು ಪುನರ್ವಸತಿ ಇಲಾಖೆಯ ನಿರ್ದೇಶಕರನ್ನು ಸಂಪರ್ಕಿಸಬಹುದು ಎಂದು ಜಿಲ್ಲಾ ಸೈನಿಕ ಕಲ್ಯಾಣ ಇಲಾಖೆಯ ಉಪ ನಿರ್ದೇಶಕರು ಪ್ರಕಟಣೆಯಲ್ಲಿ ತಿಳಿಸಿದ್ದಾರೆ.: [520, 951, 744, 1054]
- a11-byline: ಸಂಜೆವಾಣಿ ವಾರ್ತೆ: [777, 1562, 847, 1576]
- a1-byline: ಸಂಜೆವಾಣಿ ವಾರ್ತೆ: [54, 154, 124, 168]
- a12-body: ಬಳ್ಳಾರಿ,ಫೆ.19 ಬಳ್ಳಾರಿ ಗ್ರಾಮಾಂತರ ಶಿಶು ಅಭಿವೃದ್ಧಿ ಯೋಜನಾಧಿಕಾರಿ ಕಚೇರಿಯ ವ್ಯಾಪ್ತಿಯಲ್ಲಿ ಅಂಗನವಾಡಿ ಕೇಂದ್ರಗಳಲ್ಲಿ ಖಾಲಿ ಇರುವ ಅಂಗನವಾಡಿ ಕಾರ್ಯಕರ್ತೆ ಮತ್ತು ಸಹಾಯಕಿಯರ ಹುದ್ದೆಗಳಿಗೆ ತಾತ್ಕಾಲಿಕ ಆಯ್ಕೆ ಪಟ್ಟಿಯನ್ನು ಪ್ರಕಟಿಸಲಾಗಿದೆ. ತಾತ್ಕಾಲಿಕ ಆಯ್ಕೆ ಪಟ್ಟಿಗೆ ಸಂಬಂಧಿಸಿದಂತೆ ಆಕ್ಷೇಪಣೆ ಇದ್ದಲ್ಲಿ, ಮಾ.03 ರ ಸಂಜೆ 5.30 ರೊಳಗೆ ಬಳ್ಳಾರಿ ಗ್ರಾಮಾಂತರ ಶಿಶು ಅಭಿವೃದ್ಧಿ ಯೋಜನಾಧಿಕಾರಿಗಳ ಕಚೇರಿಗೆ ಖುದ್ದಾಗಿ ಸಲ್ಲಿಸಬಹುದು. ಆಕ್ಷೇಪಣೆ ಸಲ್ಲಿಸಲು ಇಚ್ಛಿಸುವವರು ಸಂಬಂಧಿತ ದಾಖಲೆಗಳೊಂದಿಗೆ ಸಲ್ಲಿಸಬೇಕು. ಹೆಚ್ಚಿನ ಮಾಹಿತಿಗಾಗಿ ಶಿಶು ಅಭಿವೃದ್ಧಿ ಯೋಜನಾಧಿಕಾರಿಗಳ ಕಚೇರಿ, ಜಿಲ್ಲಾ ಪಂಚಾಯತ್, ತಾಲ್ಲೂಕು ಪಂಚಾಯತ್ ಕಚೇರಿಗಳ ಸೂಚನಾ ಫಲಕದಲ್ಲಿ ಪ್ರಕಟಿಸಲಾಗಿದೆ ಎಂದು ಬಳ್ಳಾರಿ ಗ್ರಾಮಾಂತರ ಶಿಶು ಅಭಿವೃದ್ಧಿ ಯೋಜನಾಧಿಕಾರಿ ಪ್ರಕಟಣೆಯಲ್ಲಿ ತಿಳಿಸಿದ್ದಾರೆ.: [777, 1833, 1129, 1991]
- a10-headline: ಫೆ.27 ರಂದು ನಿಧಿ ಆಪ್ಕೆ ನಿಕಟ್ ಕಾರ್ಯಕ್ರಮ: [453, 1506, 716, 1527]
- logo-left: ಸಂಜೆ: [684, 56, 733, 90]
- a16-byline: ಸಂಜೆವಾಣಿ ವಾರ್ತೆ: [774, 2133, 844, 2147]
- a11-photo: [971, 1562, 1494, 1767]
- a9-body: ಬಳ್ಳಾರಿ,ಫೆ.19: ಕರ್ನಾಟಕ ಅರೆಮರಾಠ ಮತ್ತು ಆರೆ ಅರೆಮರಿ ಅಭಿವೃದ್ಧಿ ನಿಗಮದಿಂದ 2025-26ನೇ ಸಾಲಿನಲ್ಲಿ ಆಹಾರ ವಾಹಿನಿ (ಫುಡ್‍ಟ್ರಕ್) ಯೋಜನೆಯಡಿ ಅರ್ಹರಿಂದ ಸೇವಾಸಿಂಧು ಪೋರ್ಟಲ್ ಮೂಲಕ ಅರ್ಜಿ ಆಹ್ವಾನಿಸಲಾಗಿದೆ. ಆಹಾರ ವಾಹಿನಿ (ಫುಡ್‍ಟ್ರಕ್) ಯೋಜನೆಯಡಿ ಸ್ವಉದ್ಯೋಗ ಕೈಗೊಳ್ಳಲು ನಾಲ್ಕು ಚಕ್ರದ ವಾಹನ ಖರೀದಿಸಲು ಘಟಕ ವೆಚ್ಚದ ಶೇ.70 ರಷ್ಟು ಅಥವಾ ಗರಿಷ್ಠ ರೂ.4 ಲಕ್ಷ ಸಹಾಯಧನ ನೀಡಲಾಗುವುದು. ಹೆಚ್ಚಿನ ಮಾಹಿತಿಗಾಗಿ ಬಳ್ಳಾರಿ ಜಿಲ್ಲಾ ವ್ಯವಸ್ಥಾಪಕರು, ಜಿಲ್ಲಾಡಳಿತ ಭವನ, ಬಿ ಬ್ಲಾಕ್, 2ನೇ ಮಹಡಿ, ಕೊಠಡಿ ಸಂ.53, ಅನಂತಪುರ ರಸ್ತೆ, ಬಳ್ಳಾರಿ ದೂ.08392-267038 ಗೆ ಸಂಪರ್ಕಿಸಬಹುದು ಎಂದು ಕರ್ನಾಟಕ ಅರೆಮರಾಠ ಮತ್ತು ಆರೆ ಅರೆಮರಿ ಅಭಿವೃದ್ಧಿ ನಿಗಮದ ಜಿಲ್ಲಾ ವ್ಯವಸ್ಥಾಪಕರು ಪ್ರಕಟಣೆಯಲ್ಲಿ ತಿಳಿಸಿದ್ದಾರೆ.: [58, 1611, 403, 1768]
- a2-caption-3: ರೈತರು ಹಾಜರಿದ್ದರು: [1394, 408, 1461, 420]
- a1-headline: ಸಂಡೂರಿನಲ್ಲಿ ವಾಲಿಬಾಲ್ ಪಂದ್ಯಾವಳಿ: [164, 101, 642, 148]
- a2-headline: ಆತ್ಮ ಯೋಜನಾ ಸಲಹಾ ಸಮಿತಿಗೆ ನೇಮಕ: [908, 105, 1361, 146]
- a3-col-4: ಅಧ್ಯಕ್ಷ ಆರ್.ಸಿ. ನಾಯಕ್ ಮಾತನಾಡಿ ದತ್ತ ದಾನಿಗಳ ಸಹಕಾರದಿಂದ ಕಸಾಪ ಶಾಲೆಗಳಲ್ಲಿ ಕನ್ನಡ ಸಾಹಿತ್ಯ ಕಾರ್ಯಕ್ರಮ ಆಯೋಜನೆ ಮಾಡುತ್ತಿದೆ. ಶಿಕ್ಷಕರು ಮತ್ತು ವಿದ್ಯಾರ್ಥಿಗಳು ಉಪಸ್ಥಿತರಿದ್ದರು. ಕಸಾಪ ಪದಾಧಿಕಾರಿಗಳು, ಕುರೇಕುಪ್ಪ ಗ್ರಾಮದ ಮುಖಂಡರು ಕಾರ್ಯಕ್ರಮದಲ್ಲಿ ಪಾಲ್ಗೊಂಡು ಮಕ್ಕಳಿಗೆ ಬಹುಮಾನ ವಿತರಿಸಿದರು.: [1319, 773, 1497, 913]
- a2-photo-1-image: [958, 158, 1197, 405]
- a4-caption: ಪಂಚಾಯತಿ ಅಭಿವೃದ್ಧಿ ಅಧಿಕಾರಿ, ಡಿ ಇ ಓ ಮತ್ತು ಗ್ರಾಮ ಪಂಚಾಯತಿ TC, TIEC,TAE,TAA, BFT ಸಿಬ್ಬಂದಿಗಳು ಹಾಜರಿದ್ದರು: [244, 817, 736, 831]
- a6-col-2: ಸೌಕರ್ಯಗಳ ಅಭಿವೃದ್ಧಿಯಾದಲ್ಲಿ ಇಲ್ಲಿಗೆ ಏಟ-ಬೆಟ ಕಂಪನಿಗಳನ್ನು ಆಕರ್ಷಿಸಬಹುದು, ಆಗ ಸ್ಥಳೀಯರಿಗೆ ಉದ್ಯೋಗ ಸೃಷ್ಟಿ ಸಾಧ್ಯ ಎಂದರು. ಇದಕ್ಕಾಗಿ ಮುಂದಿನ ಒಂದು ವರ್ಷದಲ್ಲಿ 1.24 ಕೋಟಿ ರೂ.ಗಳ ವೆಚ್ಚದಲ್ಲಿ ನಿರ್ಮಾಣವಾಗಲಿರುವ 7 ಕೋಟಿ ಗಳು, 2 ಲ್ಯಾಬೊರೇಟರಿಗಳನ್ನು ಉದ್ಘಾಟಿಸಿದರು. ಅಲ್ಲದೆ ಹೊಸದಾಗಿ ಡಿ.ಪಿ.ಇ.ಎಂ. ಪ್ಲಾಂಟ್ ನಿರ್ಮಾಣಕ್ಕೆ ಭೂಮಿ ಪೂಜೆ ನೆರವೇರಿಸಿದರು. ಪಾಲಿಕೆಯ ಸದಸ್ಯರು, ಪ್ರಾಂಶುಪಾಲರು, ಉಪನ್ಯಾಸಕರು ಹಾಗೂ ಮುಖಂಡರು ಉಪಸ್ಥಿತರಿದ್ದರು.: [514, 1164, 748, 1304]
- a6-headline: ರೀಲ್ಸ್ ವ್ಯಾಮೋಹಕ್ಕೆ ಬಲಿಯಾಗಬೇಡಿ: ಭರತ್ ರೆಡ್ಡಿ: [138, 1110, 664, 1149]
